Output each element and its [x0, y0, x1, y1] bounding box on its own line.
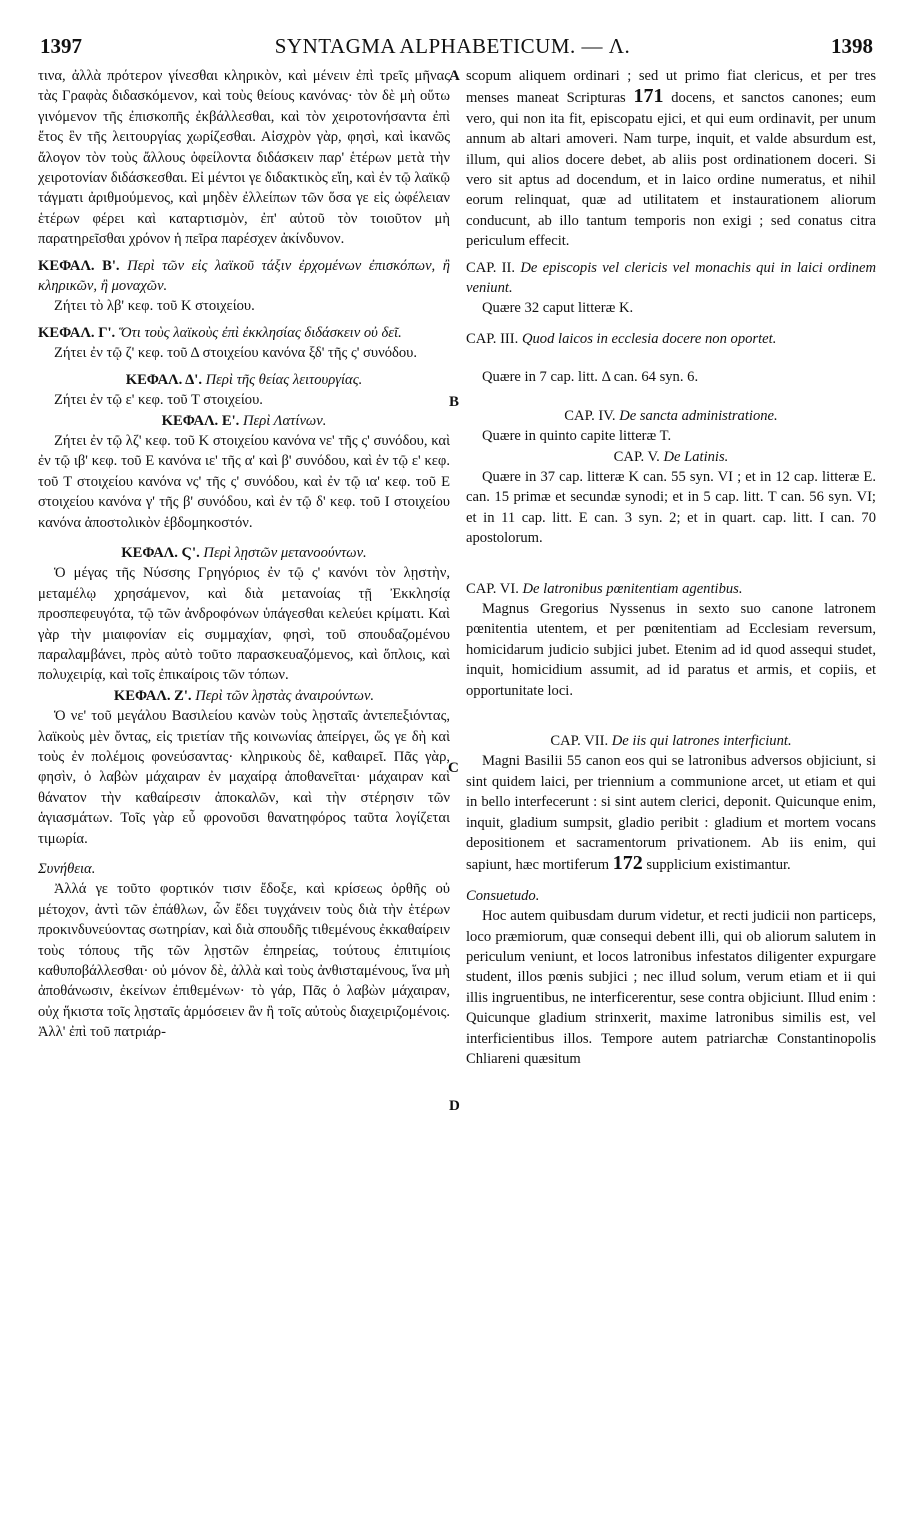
greek-custom-body: Ἀλλά γε τοῦτο φορτικόν τισιν ἔδοξε, καὶ κρίσεως ὀρθῆς οὐ μέτοχον, ἀντὶ τῶν ἐπάθλων, ὧν ἔδει τυγχάνειν τοὺς διὰ τὴν ἑτέρων προκινδυνεύοντας σωτηρίαν, καὶ διὰ σπουδῆς τιθεμένους ἐκκαθαίρειν τοὺς τόπους τῆς τῶν λῃστῶν ἐπηρείας, τούτους ἐπιτιμίοις καθυποβάλλεσθαι· οὐ μόνον δὲ, ἀλλὰ καὶ τοὺς ἀνθισταμένους, ἵνα μὴ ἀποθάνωσιν, ἐκείνων ἐπιθεμένων· τὸ γάρ, Πᾶς ὁ λαβὼν μάχαιραν, οὐχ ἥκιστα τοῖς λῃσταῖς ἁρμόσειεν ἂν ἢ τοῖς αὐτοὺς διαχειριζομένοις. Ἀλλ' ἐπὶ τοῦ πατριάρ-: [38, 881, 450, 1041]
greek-custom-heading: Συνήθεια.: [38, 861, 96, 878]
latin-chapter-4-body: Quære in quinto capite litteræ T.: [482, 428, 672, 445]
greek-chapter-5-heading: [38, 411, 450, 431]
greek-column: [38, 66, 450, 1043]
greek-chapter-2-title: Περὶ τῶν εἰς λαϊκοῦ τάξιν ἐρχομένων ἐπισκόπων, ἢ κληρικῶν, ἢ μοναχῶν.: [38, 257, 451, 295]
greek-chapter-3-label: ΚΕΦΑΛ. Γ'.: [38, 324, 116, 341]
greek-chapter-4-heading: [38, 370, 450, 390]
latin-chapter-3-body: Quære in 7 cap. litt. Δ can. 64 syn. 6.: [482, 369, 699, 386]
latin-chapter-7-text-a: Magni Basilii 55 canon eos qui se latronibus adversos objiciunt, si sint quidem laici, per triennium a communione arcet, ut etiam et qui in bello interfecerunt : si sint autem clerici, deponit. Quicunque enim, inquit, gladium sumpsit, gladio peribit : gladium et mortem vocans depositionem et sacramentorum privationem. Ab iis enim, qui sapiunt, hæc mortiferum: [466, 753, 876, 874]
latin-chapter-5-label: CAP. V.: [613, 448, 660, 465]
page-number-left: 1397: [40, 34, 82, 58]
latin-intro-paragraph: [466, 66, 876, 252]
greek-chapter-4-title: Περὶ τῆς θείας λειτουργίας.: [205, 371, 363, 388]
greek-chapter-6-heading: [38, 543, 450, 563]
greek-chapter-5-body: Ζήτει ἐν τῷ λζ' κεφ. τοῦ Κ στοιχείου κανόνα νε' τῆς ς' συνόδου, καὶ ἐν τῷ ιβ' κεφ. τοῦ Ε κανόνα ιε' τῆς α' καὶ β' συνόδου, καὶ ἐν τῷ ε' κεφ. τοῦ Τ στοιχείου κανόνα νς' τῆς ς' συνόδου, καὶ ἐν τῷ ια' κεφ. τοῦ Ε στοιχείου κανόνα γ' τῆς β' συνόδου, καὶ ἐν τῷ δ' κεφ. τοῦ Ι στοιχείου κανόνα ἀποστολικὸν ἑβδομηκοστόν.: [38, 432, 450, 531]
greek-chapter-7-title: Περὶ τῶν λῃστὰς ἀναιρούντων.: [195, 687, 375, 704]
page-header: [30, 34, 875, 62]
latin-chapter-2-label: CAP. II.: [466, 259, 516, 276]
greek-chapter-2-heading: [38, 256, 450, 297]
latin-chapter-5-heading: [466, 447, 876, 467]
latin-column: [466, 66, 876, 1069]
greek-chapter-3-body: Ζήτει ἐν τῷ ζ' κεφ. τοῦ Δ στοιχείου κανόνα ξδ' τῆς ς' συνόδου.: [54, 345, 418, 362]
greek-chapter-5-label: ΚΕΦΑΛ. Ε'.: [161, 412, 240, 429]
latin-intro-text-b: docens, et sanctos canones; eum vero, qui non ita fit, episcopatu ejici, et qui eum ordinavit, per unum annum ab altari amoveri. Nam turpe, inquit, et valde absurdum est, illum, qui alios docere debet, ab aliis post ordinationem doceri. Si vero sit aptus ad docendum, et in laico ordine numeratus, et nihil eorum relinquat, quæ ad utilitatem et instaurationem aliorum conducunt, ab illo tantum temporis non exigi ; sed conatus citra periculum effecit.: [466, 90, 877, 250]
greek-chapter-5-title: Περὶ Λατίνων.: [242, 412, 327, 429]
latin-chapter-5-body: Quære in 37 cap. litteræ K can. 55 syn. VI ; et in 12 cap. litteræ E. can. 15 primæ et secundæ synodi; et in 5 cap. litt. T can. 56 syn. VI; et in 11 cap. litt. E can. 3 syn. 2; et in quart. cap. litt. I can. 70 apostolorum.: [466, 468, 876, 547]
greek-chapter-7-heading: [38, 686, 450, 706]
latin-chapter-3-title: Quod laicos in ecclesia docere non oportet.: [521, 330, 777, 347]
greek-chapter-4-body: Ζήτει ἐν τῷ ε' κεφ. τοῦ Τ στοιχείου.: [54, 392, 263, 409]
latin-chapter-7-title: De iis qui latrones interficiunt.: [611, 732, 792, 749]
running-title: SYNTAGMA ALPHABETICUM. — Λ.: [274, 34, 631, 58]
greek-chapter-3-title: Ὅτι τοὺς λαϊκοὺς ἐπὶ ἐκκλησίας διδάσκειν οὐ δεῖ.: [118, 324, 402, 341]
margin-letter-b: B: [449, 394, 460, 410]
greek-chapter-2-label: ΚΕΦΑΛ. Β'.: [38, 257, 120, 274]
page-number-right: 1398: [831, 34, 873, 58]
latin-chapter-7-body: [466, 751, 876, 875]
latin-custom-heading: Consuetudo.: [466, 887, 540, 904]
greek-chapter-6-label: ΚΕΦΑΛ. Ϛ'.: [121, 544, 200, 561]
latin-chapter-3-label: CAP. III.: [466, 330, 519, 347]
latin-chapter-6-heading: [466, 579, 876, 599]
greek-chapter-2-body: Ζήτει τὸ λβ' κεφ. τοῦ Κ στοιχείου.: [54, 298, 255, 315]
latin-intro-text-a: scopum aliquem ordinari ; sed ut primo fiat clericus, et per tres menses maneat Scripturas: [466, 68, 876, 107]
latin-chapter-2-title: De episcopis vel clericis vel monachis qui in laici ordinem veniunt.: [466, 259, 876, 297]
margin-letter-d: D: [449, 1098, 460, 1114]
column-number-172: 172: [612, 852, 643, 875]
greek-chapter-7-body: Ὁ νε' τοῦ μεγάλου Βασιλείου κανὼν τοὺς λῃσταῖς ἀντεπεξιόντας, λαϊκοὺς μὲν ὄντας, εἰς τριετίαν τῆς κοινωνίας ἀπείργει, ὥς γε δὴ καὶ τοὺς ἐν πολέμοις φονεύσαντας· κληρικοὺς δὲ, καθαιρεῖ. Πᾶς γὰρ, φησὶν, ὁ λαβὼν μάχαιραν ἐν μαχαίρᾳ ἀποθανεῖται· μάχαιραν καὶ θάνατον τὴν καθαίρεσιν ἀποκαλῶν, καὶ τὴν στέρησιν τῶν ἁγιασμάτων. Τοῖς γὰρ εὖ φρονοῦσι θανατηφόρος ταῦτα λογίζεται τιμωρία.: [38, 708, 450, 847]
greek-chapter-4-label: ΚΕΦΑΛ. Δ'.: [125, 371, 202, 388]
latin-chapter-3-heading: [466, 329, 876, 349]
greek-intro-paragraph: τινα, ἀλλὰ πρότερον γίνεσθαι κληρικὸν, καὶ μένειν ἐπὶ τρεῖς μῆνας τὰς Γραφὰς διδασκόμενον, καὶ τοὺς θείους κανόνας· τὸν δὲ μὴ οὕτω γινόμενον τῆς ἐπισκοπῆς ἐκβάλλεσθαι, καὶ τὸν χειροτονήσαντα ἐπὶ ἔτος ἓν τῆς λειτουργίας χωρίζεσθαι. Αἰσχρὸν γὰρ, φησὶ, καὶ ἱκανῶς ἄλογον τὸν τοὺς ἄλλους ὀφείλοντα διδάσκειν παρ' ἑτέρων μετὰ τὴν χειροτονίαν διδάσκεσθαι. Εἰ μέντοι γε διδακτικὸς εἴη, καὶ ἐν τῷ λαϊκῷ τάγματι ἀριθμούμενος, καὶ μηδὲν ἐλλείπων τῶν ὅσα γε εἰς ὠφέλειαν ἑτέρων φέρει καὶ καταρτισμὸν, ἐπ' αὐτοῦ τὸν τοιοῦτον μὴ παρατηρεῖσθαι χρόνον ἡ πεῖρα παρέσχεν ἀκίνδυνον.: [38, 68, 450, 248]
greek-chapter-6-title: Περὶ λῃστῶν μετανοούντων.: [203, 544, 367, 561]
latin-chapter-7-heading: [466, 731, 876, 751]
latin-chapter-4-heading: [466, 406, 876, 426]
latin-chapter-2-body: Quære 32 caput litteræ K.: [482, 300, 634, 317]
latin-chapter-6-label: CAP. VI.: [466, 580, 519, 597]
latin-chapter-6-title: De latronibus pœnitentiam agentibus.: [522, 580, 743, 597]
latin-chapter-7-text-b: supplicium existimantur.: [642, 857, 791, 874]
latin-chapter-5-title: De Latinis.: [663, 448, 729, 465]
margin-letter-c: C: [448, 760, 459, 776]
column-number-171: 171: [633, 85, 664, 108]
greek-chapter-7-label: ΚΕΦΑΛ. Ζ'.: [113, 687, 192, 704]
latin-chapter-6-body: Magnus Gregorius Nyssenus in sexto suo canone latronem pœnitentia utentem, et per pœnitentiam ad Ecclesiam reversum, homicidarum judicio subjici jubet. Etenim ad id quod assequi studet, inquit, homicidium assumit, ad id paratus et armis, et copiis, et opportunitate loci.: [466, 600, 876, 699]
latin-chapter-7-label: CAP. VII.: [550, 732, 609, 749]
latin-chapter-4-title: De sancta administratione.: [619, 407, 778, 424]
greek-chapter-6-body: Ὁ μέγας τῆς Νύσσης Γρηγόριος ἐν τῷ ς' κανόνι τὸν λῃστὴν, μεταμέλῳ χρησάμενον, καὶ διὰ μετανοίας τῇ Ἐκκλησίᾳ προσπεφευγότα, τῷ τῶν ἀνδροφόνων ὑπάγεσθαι κελεύει κρίματι. Καὶ γὰρ τὴν μιαιφονίαν εἰς συμμαχίαν, φησὶ, τοῦ σπουδαζομένου παραλαμβάνει, πρὸς αὐτὸ τοῦτο παρασκευαζόμενος, καὶ ὅπλοις, καὶ πολυχειρίᾳ, καὶ τοῖς ἐπικαίροις τῶν τόπων.: [38, 565, 450, 684]
greek-chapter-3-heading: [38, 323, 450, 343]
margin-letter-a: A: [449, 68, 460, 84]
latin-chapter-4-label: CAP. IV.: [564, 407, 616, 424]
latin-custom-body: Hoc autem quibusdam durum videtur, et recti judicii non particeps, loco præmiorum, quæ consequi debent illi, qui ob aliorum salutem in periculum veniunt, et locos latronibus infestatos diligenter expurgare student, illos pœnis subjici ; nec illud solum, verum etiam et ii qui illis ingruentibus, ne interficerentur, sese contra objiciunt. Illud enim : Quicunque gladium strinxerit, maxime latronibus similis est, vel interficientibus illos. Tempore autem patriarchæ Constantinopolis Chliareni quæsitum: [466, 908, 876, 1068]
latin-chapter-2-heading: [466, 258, 876, 299]
